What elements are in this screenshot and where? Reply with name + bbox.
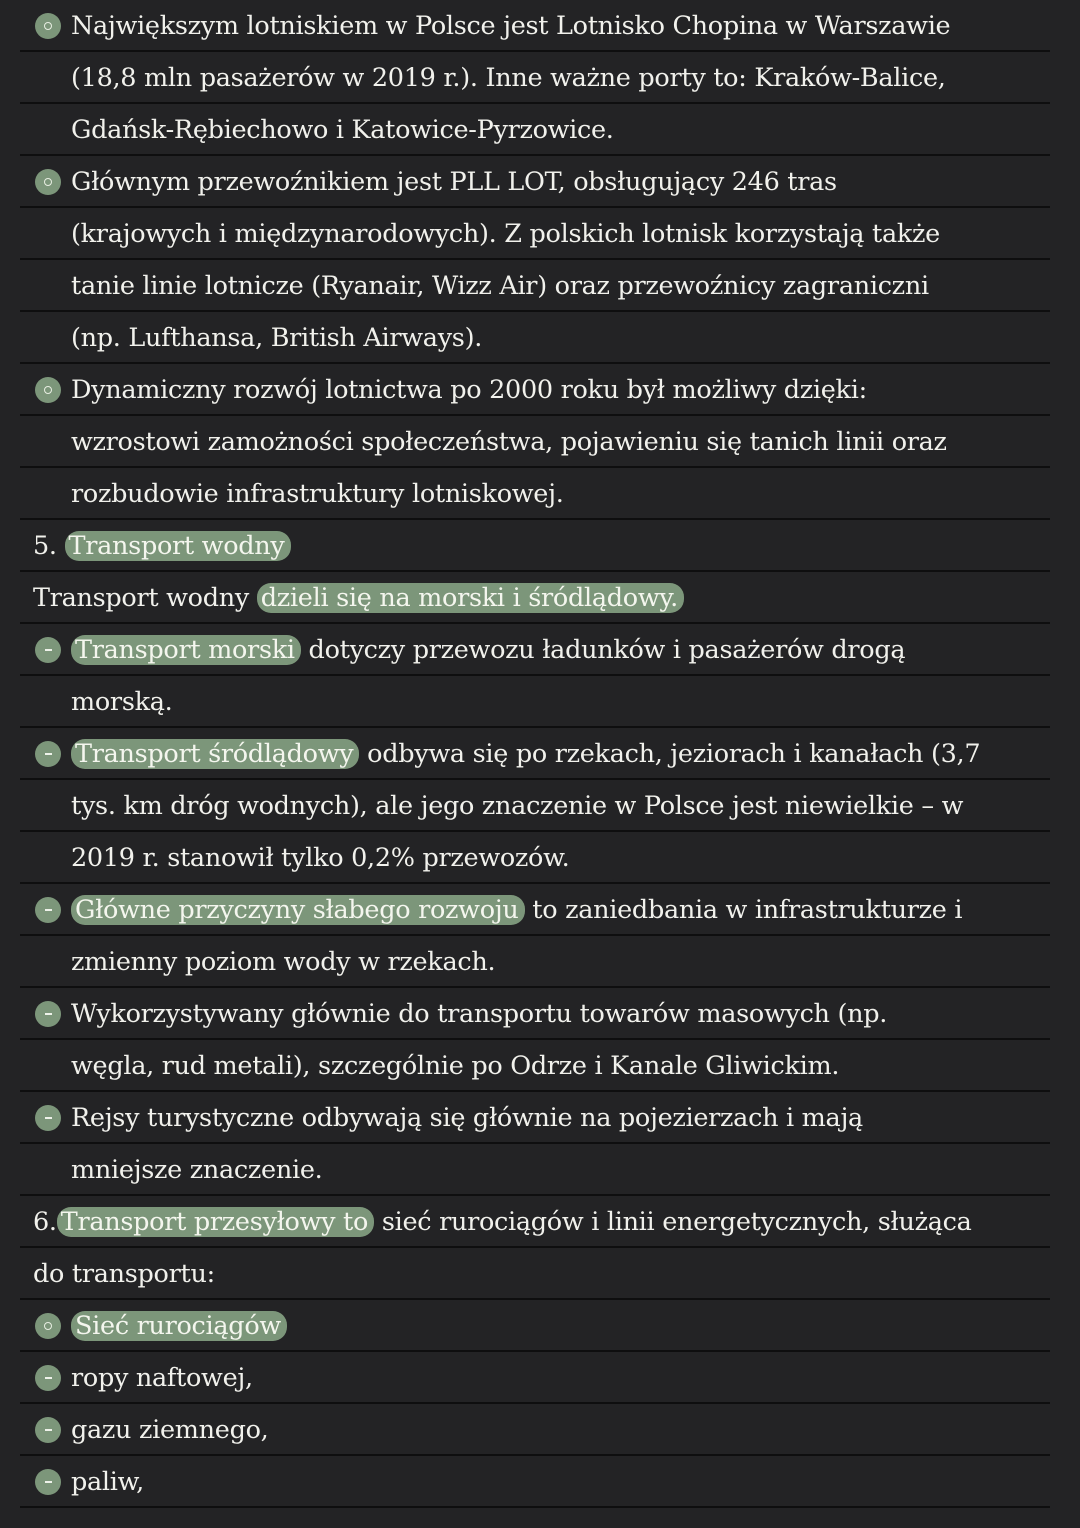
note-line bbox=[20, 884, 1050, 936]
note-line bbox=[20, 1300, 1050, 1352]
line-text bbox=[71, 10, 950, 42]
text-run: 2019 r. stanowił tylko 0,2% przewozów. bbox=[71, 843, 570, 873]
text-run: sieć rurociągów i linii energetycznych, służąca bbox=[374, 1207, 972, 1237]
dash-bullet-icon bbox=[35, 637, 61, 663]
text-run: Dynamiczny rozwój lotnictwa po 2000 roku był możliwy dzięki: bbox=[71, 375, 867, 405]
note-line bbox=[20, 52, 1050, 104]
text-run: do transportu: bbox=[33, 1259, 215, 1289]
line-text bbox=[71, 1102, 863, 1134]
line-text bbox=[33, 582, 684, 614]
dash-bullet-icon bbox=[35, 1001, 61, 1027]
note-line bbox=[20, 676, 1050, 728]
text-run: odbywa się po rzekach, jeziorach i kanałach (3,7 bbox=[359, 739, 981, 769]
note-line bbox=[20, 1352, 1050, 1404]
line-text bbox=[71, 426, 947, 458]
text-run: morską. bbox=[71, 687, 173, 717]
note-line bbox=[20, 312, 1050, 364]
highlighted-phrase: dzieli się na morski i śródlądowy. bbox=[257, 583, 684, 613]
dash-bullet-icon bbox=[35, 1417, 61, 1443]
text-run: to zaniedbania w infrastrukturze i bbox=[524, 895, 963, 925]
highlighted-phrase: Główne przyczyny słabego rozwoju bbox=[71, 895, 525, 925]
line-text bbox=[71, 1414, 268, 1446]
note-line bbox=[20, 1144, 1050, 1196]
circle-bullet-icon bbox=[35, 1313, 61, 1339]
note-line bbox=[20, 1040, 1050, 1092]
highlighted-phrase: Transport śródlądowy bbox=[71, 739, 359, 769]
line-text bbox=[71, 738, 980, 770]
line-text bbox=[71, 1310, 287, 1342]
line-text bbox=[71, 842, 569, 874]
text-run: ropy naftowej, bbox=[71, 1363, 253, 1393]
dash-bullet-icon bbox=[35, 741, 61, 767]
note-line bbox=[20, 208, 1050, 260]
line-text bbox=[71, 1154, 322, 1186]
note-line bbox=[20, 1092, 1050, 1144]
text-run: Głównym przewoźnikiem jest PLL LOT, obsługujący 246 tras bbox=[71, 167, 837, 197]
line-text bbox=[33, 1206, 972, 1238]
text-run: Transport wodny bbox=[33, 583, 257, 613]
line-text bbox=[71, 894, 962, 926]
line-text bbox=[71, 322, 482, 354]
text-run: mniejsze znaczenie. bbox=[71, 1155, 323, 1185]
text-run: zmienny poziom wody w rzekach. bbox=[71, 947, 496, 977]
line-text bbox=[71, 1466, 144, 1498]
note-line bbox=[20, 728, 1050, 780]
text-run: gazu ziemnego, bbox=[71, 1415, 269, 1445]
text-run: węgla, rud metali), szczególnie po Odrze i Kanale Gliwickim. bbox=[71, 1051, 840, 1081]
highlighted-phrase: Sieć rurociągów bbox=[71, 1311, 287, 1341]
circle-bullet-icon bbox=[35, 13, 61, 39]
note-line bbox=[20, 1248, 1050, 1300]
note-line bbox=[20, 104, 1050, 156]
text-run: wzrostowi zamożności społeczeństwa, pojawieniu się tanich linii oraz bbox=[71, 427, 947, 457]
text-run: rozbudowie infrastruktury lotniskowej. bbox=[71, 479, 564, 509]
line-text bbox=[71, 374, 867, 406]
note-line bbox=[20, 156, 1050, 208]
text-run: Gdańsk-Rębiechowo i Katowice-Pyrzowice. bbox=[71, 115, 614, 145]
line-text bbox=[71, 634, 905, 666]
line-text bbox=[33, 530, 291, 562]
line-text bbox=[71, 114, 614, 146]
text-run: (np. Lufthansa, British Airways). bbox=[71, 323, 483, 353]
text-run: tanie linie lotnicze (Ryanair, Wizz Air) oraz przewoźnicy zagraniczni bbox=[71, 271, 929, 301]
text-run: (krajowych i międzynarodowych). Z polskich lotnisk korzystają także bbox=[71, 219, 940, 249]
circle-bullet-icon bbox=[35, 377, 61, 403]
line-text bbox=[71, 478, 564, 510]
text-run: 5. bbox=[33, 531, 65, 561]
line-text bbox=[71, 946, 495, 978]
note-line bbox=[20, 364, 1050, 416]
line-text bbox=[71, 270, 929, 302]
highlighted-phrase: Transport wodny bbox=[65, 531, 291, 561]
text-run: 6. bbox=[33, 1207, 57, 1237]
line-text bbox=[71, 1050, 839, 1082]
text-run: Wykorzystywany głównie do transportu towarów masowych (np. bbox=[71, 999, 888, 1029]
line-text bbox=[71, 790, 963, 822]
note-line bbox=[20, 988, 1050, 1040]
note-line bbox=[20, 468, 1050, 520]
note-line bbox=[20, 520, 1050, 572]
text-run: paliw, bbox=[71, 1467, 144, 1497]
highlighted-phrase: Transport przesyłowy to bbox=[57, 1207, 374, 1237]
highlighted-phrase: Transport morski bbox=[71, 635, 301, 665]
line-text bbox=[71, 218, 940, 250]
circle-bullet-icon bbox=[35, 169, 61, 195]
note-line bbox=[20, 0, 1050, 52]
note-line bbox=[20, 624, 1050, 676]
note-line bbox=[20, 936, 1050, 988]
text-run: tys. km dróg wodnych), ale jego znaczenie w Polsce jest niewielkie – w bbox=[71, 791, 964, 821]
note-line bbox=[20, 780, 1050, 832]
note-line bbox=[20, 1404, 1050, 1456]
text-run: Rejsy turystyczne odbywają się głównie na pojezierzach i mają bbox=[71, 1103, 863, 1133]
dash-bullet-icon bbox=[35, 897, 61, 923]
dash-bullet-icon bbox=[35, 1469, 61, 1495]
line-text bbox=[71, 998, 887, 1030]
line-text bbox=[71, 166, 837, 198]
note-line bbox=[20, 832, 1050, 884]
line-text bbox=[71, 1362, 253, 1394]
text-run: Największym lotniskiem w Polsce jest Lotnisko Chopina w Warszawie bbox=[71, 11, 951, 41]
note-line bbox=[20, 1456, 1050, 1508]
note-line bbox=[20, 1196, 1050, 1248]
note-line bbox=[20, 572, 1050, 624]
text-run: dotyczy przewozu ładunków i pasażerów drogą bbox=[300, 635, 906, 665]
dash-bullet-icon bbox=[35, 1365, 61, 1391]
line-text bbox=[33, 1258, 215, 1290]
line-text bbox=[71, 62, 946, 94]
dash-bullet-icon bbox=[35, 1105, 61, 1131]
line-text bbox=[71, 686, 172, 718]
note-line bbox=[20, 260, 1050, 312]
note-line bbox=[20, 416, 1050, 468]
text-run: (18,8 mln pasażerów w 2019 r.). Inne ważne porty to: Kraków-Balice, bbox=[71, 63, 946, 93]
